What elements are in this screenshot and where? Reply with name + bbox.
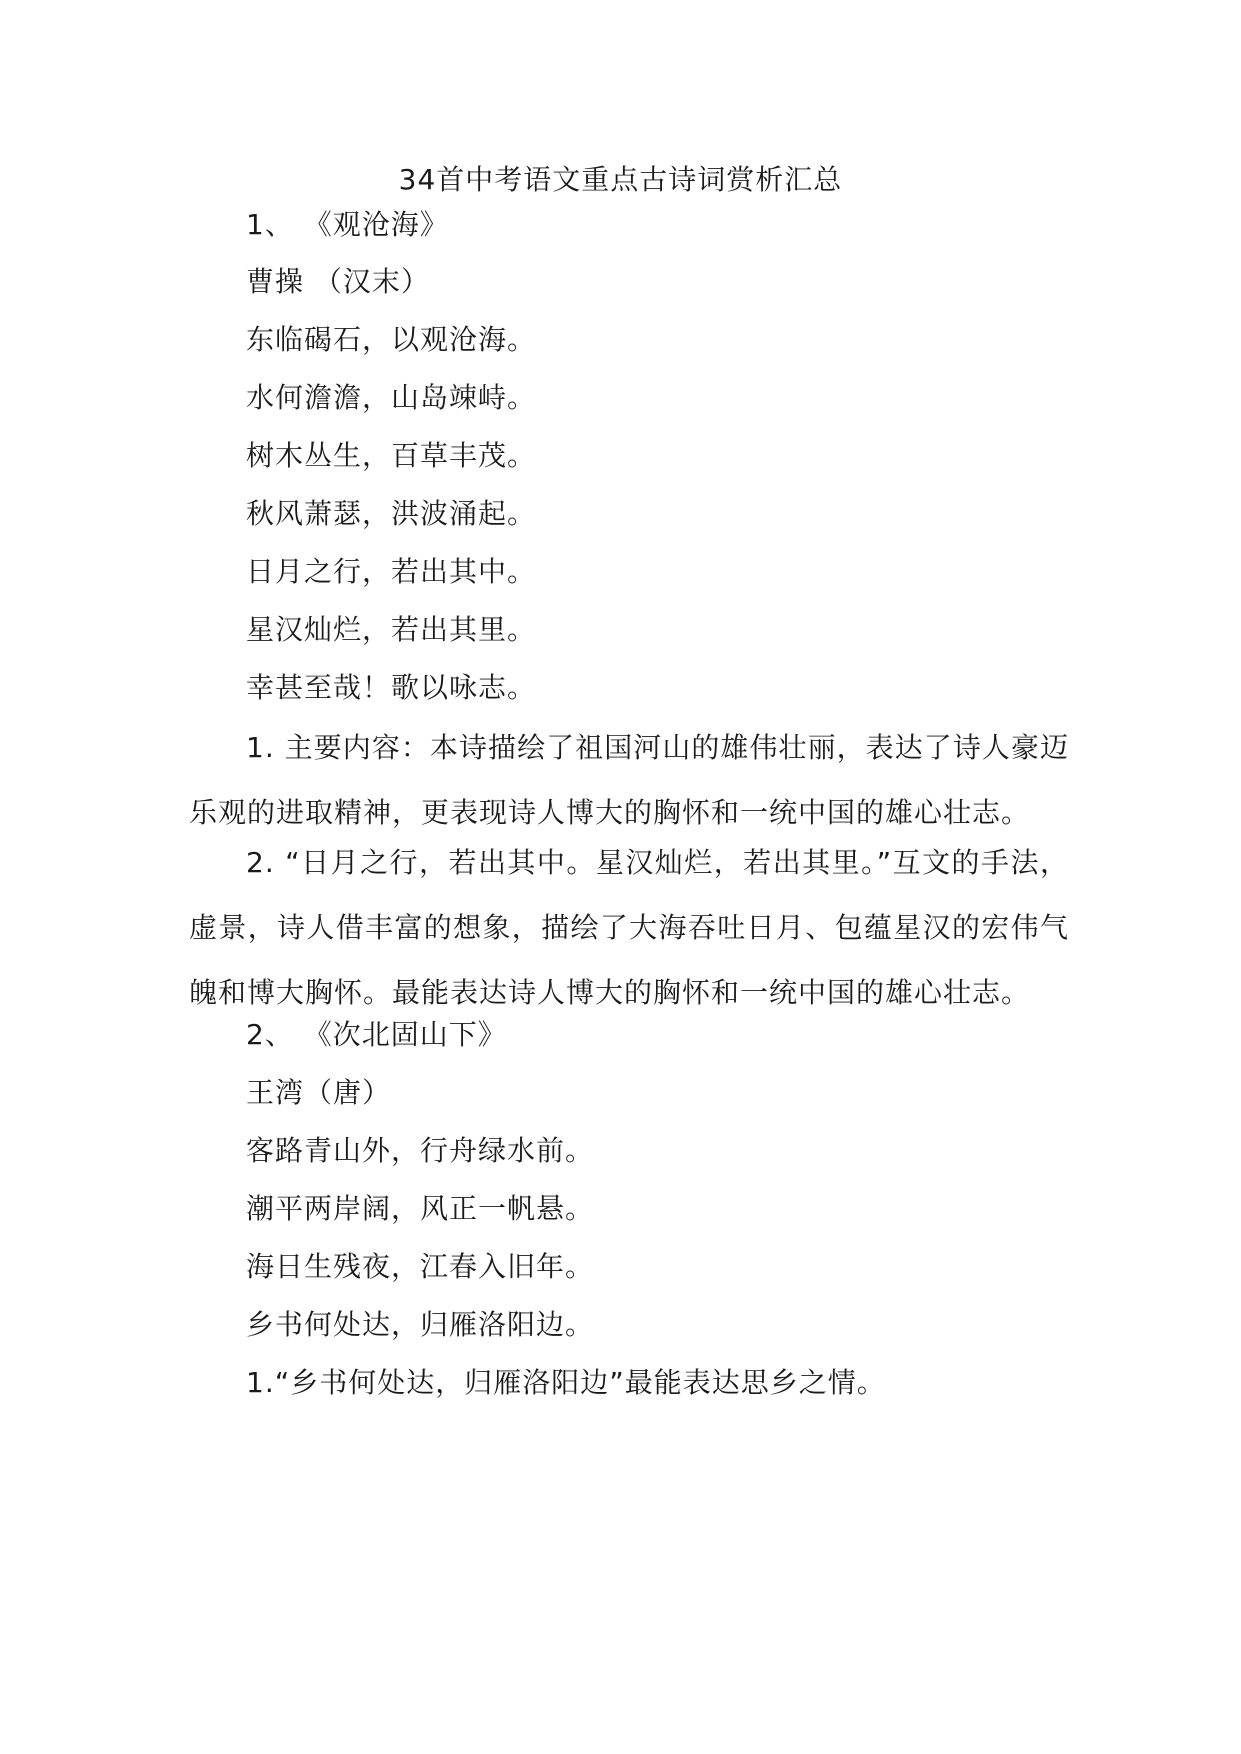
poem-2-line-3: 海日生残夜，江春入旧年。 <box>246 1250 595 1283</box>
poem-2-line-2: 潮平两岸阔，风正一帆悬。 <box>246 1192 595 1225</box>
poem-1-line-7: 幸甚至哉！歌以咏志。 <box>246 671 537 704</box>
poem-2-note-1: 1.“乡书何处达，归雁洛阳边”最能表达思乡之情。 <box>246 1366 886 1399</box>
poem-1-note-2: 2. “日月之行，若出其中。星汉灿烂，若出其里。”互文的手法，虚景，诗人借丰富的想象，描绘了大海吞吐日月、包蕴星汉的宏伟气魄和博大胸怀。最能表达诗人博大的胸怀和一统中国的雄心壮志。 <box>189 846 1069 1009</box>
poem-2-line-1: 客路青山外，行舟绿水前。 <box>246 1134 595 1167</box>
document-title: 34首中考语文重点古诗词赏析汇总 <box>398 163 843 196</box>
poem-1-author: 曹操 （汉末） <box>246 265 430 298</box>
poem-1-line-3: 树木丛生，百草丰茂。 <box>246 439 537 472</box>
poem-1-note-1: 1. 主要内容：本诗描绘了祖国河山的雄伟壮丽，表达了诗人豪迈乐观的进取精神，更表现诗人博大的胸怀和一统中国的雄心壮志。 <box>189 731 1069 829</box>
poem-2-heading: 2、 《次北固山下》 <box>246 1018 507 1051</box>
poem-1-heading: 1、 《观沧海》 <box>246 208 449 241</box>
poem-1-line-4: 秋风萧瑟，洪波涌起。 <box>246 497 537 530</box>
poem-1-line-2: 水何澹澹，山岛竦峙。 <box>246 381 537 414</box>
poem-2-line-4: 乡书何处达，归雁洛阳边。 <box>246 1308 595 1341</box>
poem-1-line-6: 星汉灿烂，若出其里。 <box>246 613 537 646</box>
poem-1-line-5: 日月之行，若出其中。 <box>246 555 537 588</box>
poem-1-line-1: 东临碣石，以观沧海。 <box>246 323 537 356</box>
poem-2-author: 王湾（唐） <box>246 1076 392 1109</box>
